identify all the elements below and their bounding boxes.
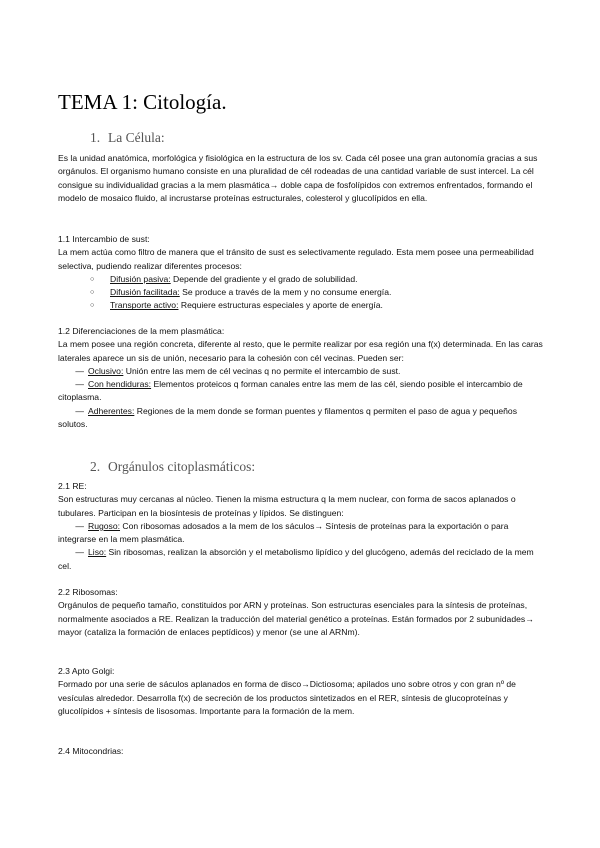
list-item-term: Adherentes: [88, 405, 135, 416]
subsection-paragraph: Formado por una serie de sáculos aplanados en forma de disco→Dictiosoma; apilados uno sobre otros y con gran nº de vesículas alrededor. Desarrolla f(x) de secreción de los productos sintetizados en el RER, síntesis de glucoproteínas y glucolípidos + síntesis de lisosomas. Importante para la formación de la mem. [58, 679, 516, 716]
cell-intro-block [58, 152, 546, 205]
list-item [58, 273, 546, 286]
subsection-intercambio [58, 233, 546, 313]
section-number: 2. [90, 459, 101, 474]
list-item [58, 299, 546, 312]
list-item-text: Depende del gradiente y el grado de solubilidad. [170, 273, 358, 284]
list-item-text: Regiones de la mem donde se forman puentes y filamentos q permiten el paso de agua y pequeños solutos. [58, 405, 518, 430]
list-item-term: Transporte activo: [110, 300, 179, 311]
list-item-term: Difusión facilitada: [110, 287, 180, 298]
subsection-re [58, 480, 546, 573]
dash-icon: — [75, 365, 84, 376]
dash-icon: — [75, 379, 84, 390]
subsection-title: 2.4 Mitocondrias: [58, 746, 124, 756]
cell-intro-paragraph: Es la unidad anatómica, morfológica y fisiológica en la estructura de los sv. Cada cél posee una gran autonomía gracias a sus orgánulos. El organismo humano consiste en una pluralidad de cél rodeadas de una cantidad variable de sust intercel. La cél consigue su individualidad gracias a la mem plasmática→ doble capa de fosfolípidos con extremos enfrentados, formando el modelo de mosaico fluido, al incrustarse proteínas estructurales, colesterol y glucolípidos en ella. [58, 153, 538, 203]
subsection-title: 1.1 Intercambio de sust: [58, 234, 150, 244]
subsection-diferenciaciones [58, 325, 546, 431]
list-item-term: Rugoso: [88, 520, 121, 531]
dash-icon: — [75, 405, 84, 416]
list-item-text: Se produce a través de la mem y no consume energía. [179, 287, 392, 298]
list-item-text: Elementos proteicos q forman canales entre las mem de las cél, siendo posible el intercambio de citoplasma. [58, 379, 523, 403]
subsection-mitocondrias [58, 745, 546, 758]
subsection-paragraph: La mem actúa como filtro de manera que el tránsito de sust es selectivamente regulado. Esta mem posee una permeabilidad selectiva, pudiendo realizar diferentes procesos: [58, 247, 534, 271]
list-item-text: Sin ribosomas, realizan la absorción y el metabolismo lipídico y del glucógeno, además del reciclado de la mem cel. [58, 547, 534, 571]
list-item-term: Con hendiduras: [88, 379, 152, 390]
section-title: Orgánulos citoplasmáticos: [108, 459, 256, 474]
subsection-paragraph: Orgánulos de pequeño tamaño, constituidos por ARN y proteínas. Son estructuras esenciales para la síntesis de proteínas, normalmente asociados a RE. Realizan la traducción del material genético a proteínas. Están formados por 2 subunidades→ mayor (cataliza la formación de enlaces peptídicos) y menor (se une al ARNm). [58, 600, 534, 637]
subsection-title: 2.3 Apto Golgi: [58, 666, 115, 676]
list-item-term: Oclusivo: [88, 365, 124, 376]
subsection-ribosomas [58, 586, 546, 639]
process-list [58, 273, 546, 313]
list-item [58, 365, 546, 378]
dash-icon: — [75, 547, 84, 558]
subsection-title: 2.1 RE: [58, 481, 87, 491]
bullet-icon: ○ [90, 289, 95, 297]
document-title: TEMA 1: Citología. [58, 90, 227, 114]
list-item [58, 286, 546, 299]
list-item [58, 405, 546, 432]
list-item-text: Requiere estructuras especiales y aporte de energía. [178, 300, 383, 311]
list-item-term: Liso: [88, 547, 107, 558]
list-item [58, 520, 546, 547]
section-title: La Célula: [108, 130, 165, 145]
list-item-text: Unión entre las mem de cél vecinas q no permite el intercambio de sust. [123, 365, 401, 376]
section-heading-cell [90, 130, 165, 146]
section-heading-organelles [90, 459, 255, 475]
subsection-golgi [58, 665, 546, 718]
subsection-title: 2.2 Ribosomas: [58, 587, 118, 597]
list-item [58, 378, 546, 405]
subsection-paragraph: Son estructuras muy cercanas al núcleo. Tienen la misma estructura q la mem nuclear, con forma de sacos aplanados o tubulares. Participan en la biosíntesis de proteínas y lípidos. Se distinguen: [58, 494, 516, 518]
subsection-paragraph: La mem posee una región concreta, diferente al resto, que le permite realizar por esa región una f(x) determinada. En las caras laterales aparece un sis de unión, necesario para la cohesión con cél vecinas. Pueden ser: [58, 339, 543, 363]
section-number: 1. [90, 130, 101, 145]
list-item-text: Con ribosomas adosados a la mem de los sáculos→ Síntesis de proteínas para la exportación o para integrarse en la mem plasmática. [58, 520, 509, 545]
bullet-icon: ○ [90, 302, 95, 310]
dash-icon: — [75, 520, 84, 531]
list-item-term: Difusión pasiva: [110, 273, 171, 284]
bullet-icon: ○ [90, 275, 95, 283]
subsection-title: 1.2 Diferenciaciones de la mem plasmática: [58, 326, 225, 336]
list-item [58, 546, 546, 573]
